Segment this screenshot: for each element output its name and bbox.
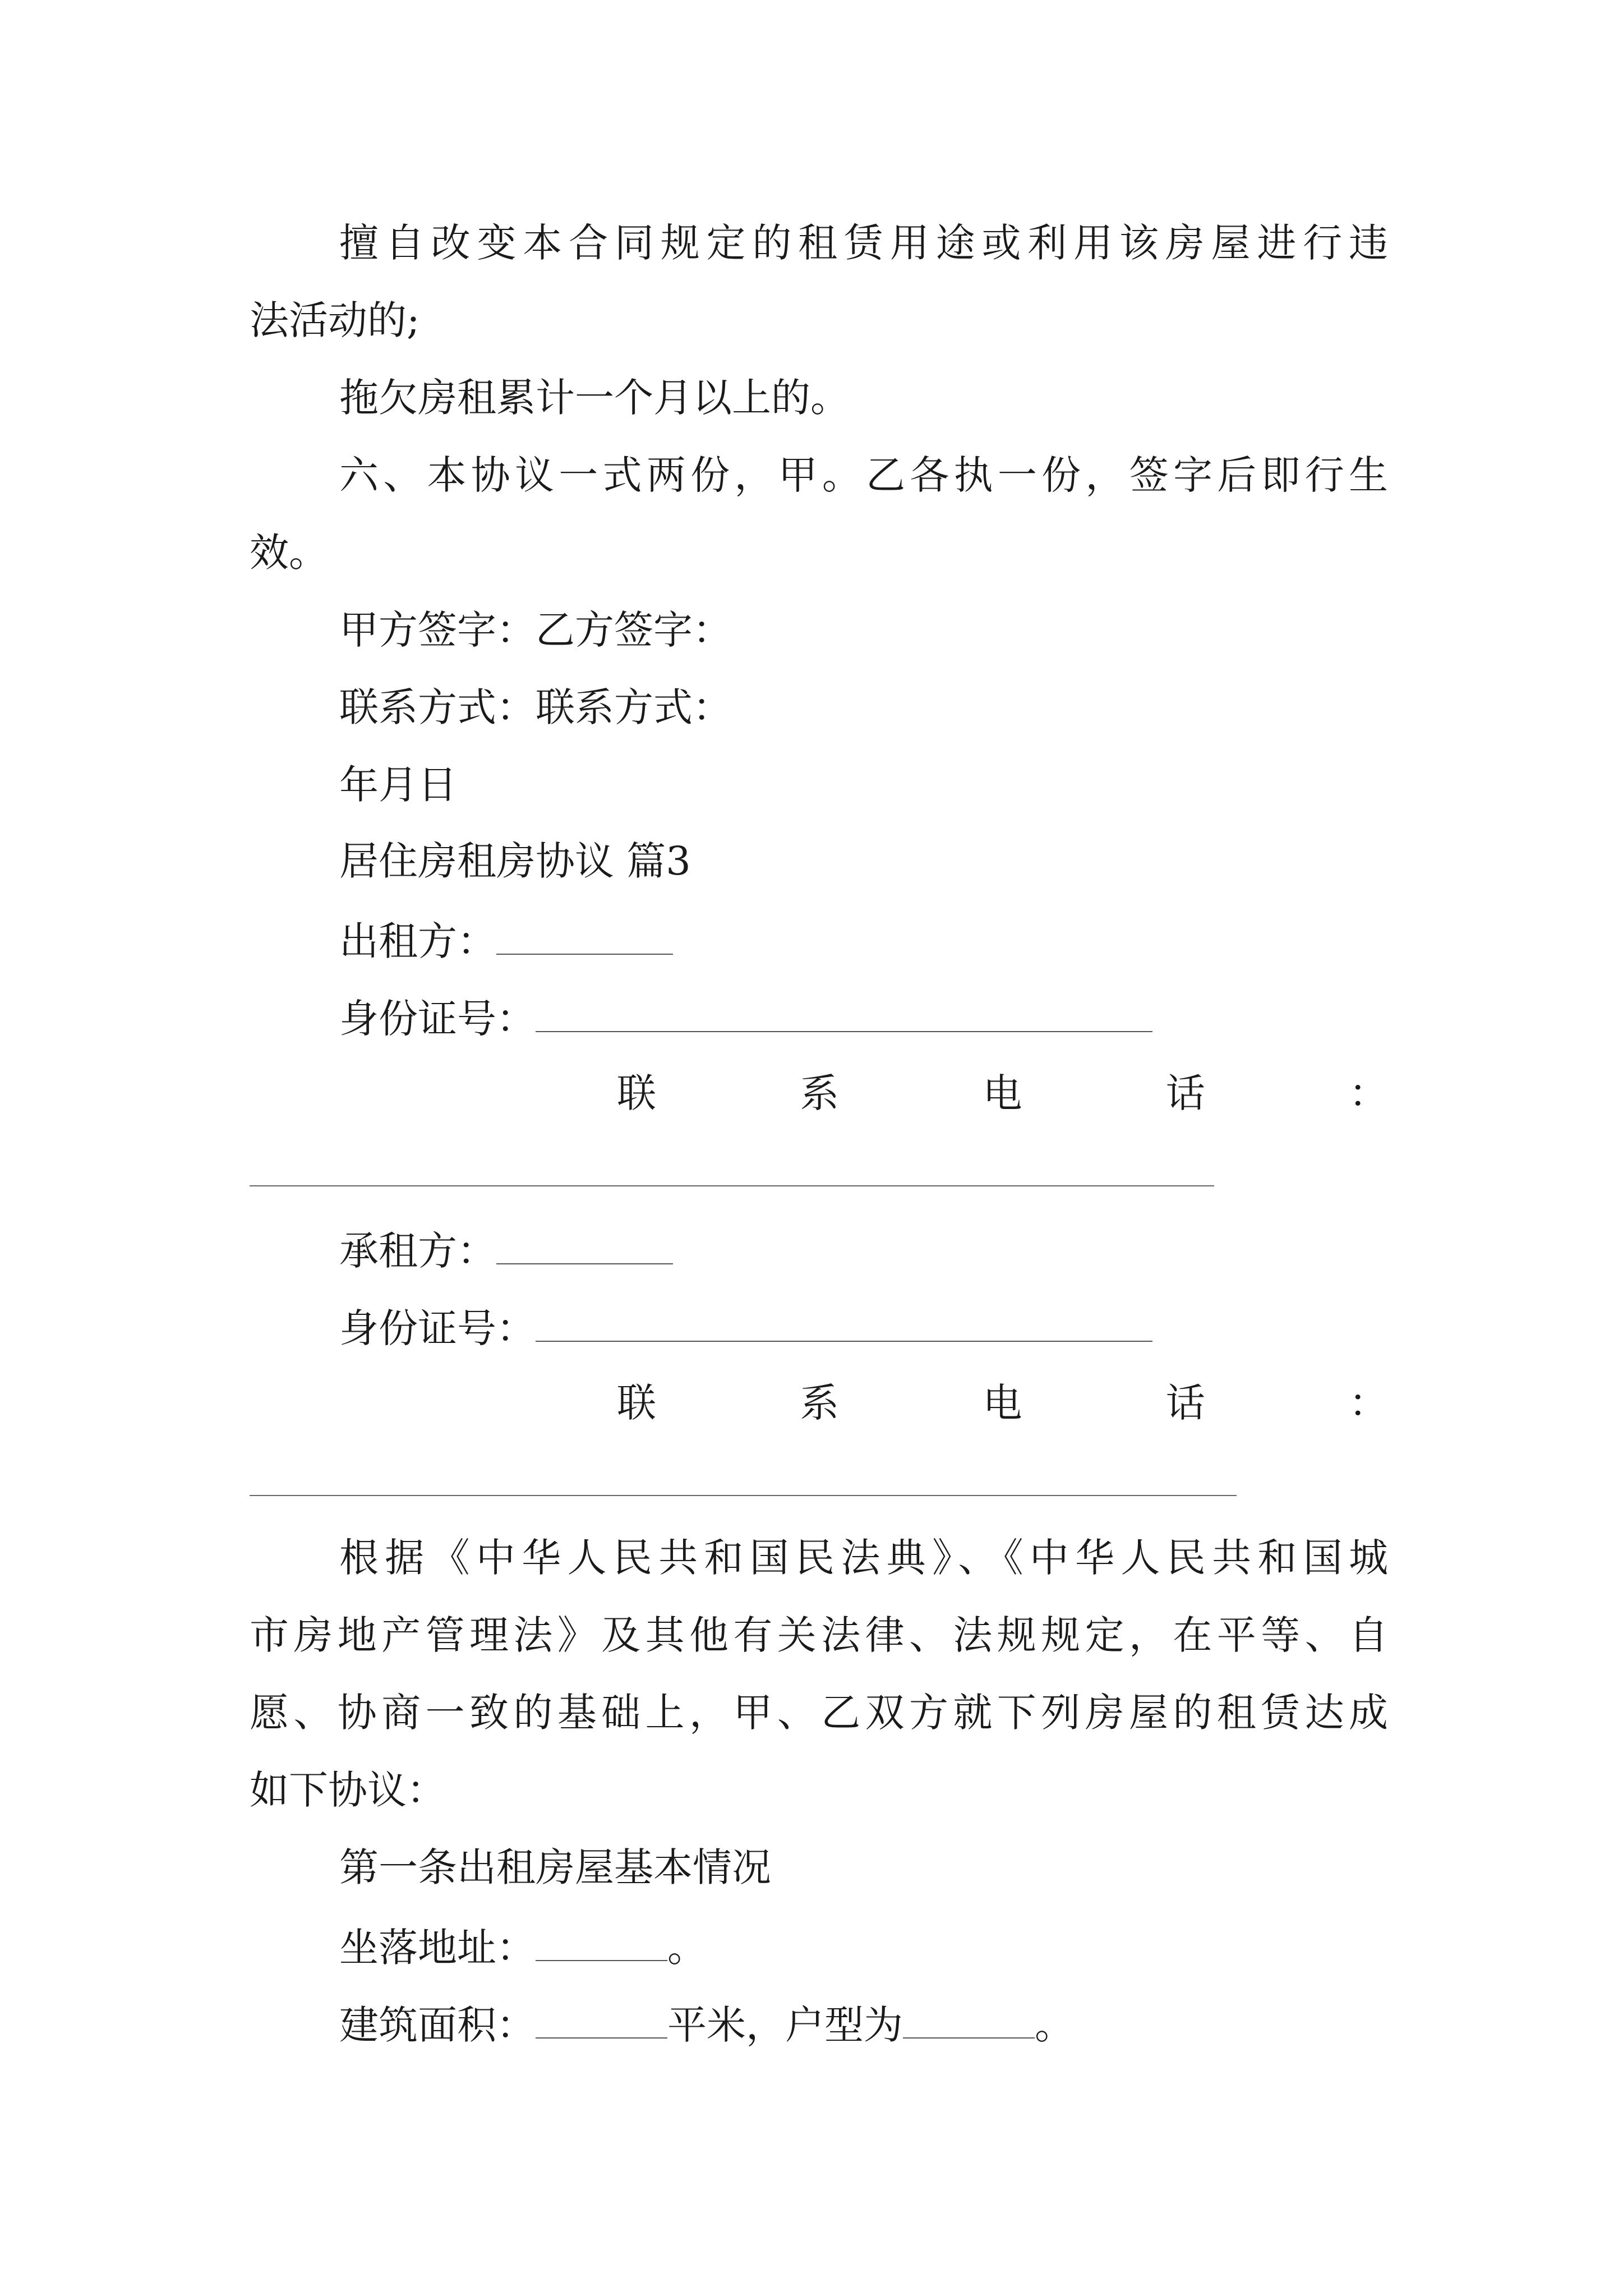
lessor-blank [496, 919, 673, 955]
id-blank [536, 1306, 1152, 1342]
layout-blank [903, 2003, 1035, 2039]
lessor-label: 出租方： [339, 918, 496, 964]
phone-blank-line [250, 1495, 1237, 1496]
address-field [339, 1925, 707, 1971]
contact-line: 联系方式：联系方式： [339, 684, 732, 730]
article-heading: 第一条出租房屋基本情况 [339, 1844, 771, 1890]
id-field-2 [339, 1305, 1152, 1351]
phone-label-spread: 联系电话： [617, 1070, 1388, 1116]
lessee-blank [496, 1228, 673, 1264]
paragraph-line: 如下协议： [250, 1767, 446, 1813]
id-label: 身份证号： [339, 996, 536, 1042]
paragraph-line: 拖欠房租累计一个月以上的。 [339, 375, 850, 421]
area-unit: 平米，户型为 [667, 2002, 903, 2048]
paragraph-line: 六、本协议一式两份，甲。乙各执一份，签字后即行生 [339, 452, 1388, 498]
id-field-1 [339, 996, 1152, 1042]
paragraph-line: 愿、协商一致的基础上，甲、乙双方就下列房屋的租赁达成 [250, 1690, 1388, 1736]
phone-blank-line [250, 1185, 1214, 1186]
id-blank [536, 996, 1152, 1032]
section-title: 居住房租房协议 篇3 [339, 838, 691, 884]
date-line: 年月日 [339, 762, 457, 808]
area-blank [536, 2003, 667, 2039]
address-blank [536, 1925, 667, 1961]
lessor-field [339, 918, 673, 964]
paragraph-line: 法活动的; [250, 297, 420, 343]
area-label: 建筑面积： [339, 2002, 536, 2048]
signature-line: 甲方签字：乙方签字： [339, 607, 732, 653]
id-label: 身份证号： [339, 1305, 536, 1351]
address-label: 坐落地址： [339, 1925, 536, 1971]
paragraph-line: 擅自改变本合同规定的租赁用途或利用该房屋进行违 [339, 220, 1388, 266]
phone-label-spread: 联系电话： [617, 1380, 1388, 1426]
address-end: 。 [667, 1925, 707, 1971]
area-end: 。 [1035, 2002, 1074, 2048]
area-field [339, 2002, 1074, 2048]
lessee-field [339, 1228, 673, 1274]
paragraph-line: 效。 [250, 530, 328, 576]
paragraph-line: 根据《中华人民共和国民法典》、《中华人民共和国城 [339, 1535, 1388, 1581]
paragraph-line: 市房地产管理法》及其他有关法律、法规规定，在平等、自 [250, 1612, 1388, 1658]
lessee-label: 承租方： [339, 1228, 496, 1274]
